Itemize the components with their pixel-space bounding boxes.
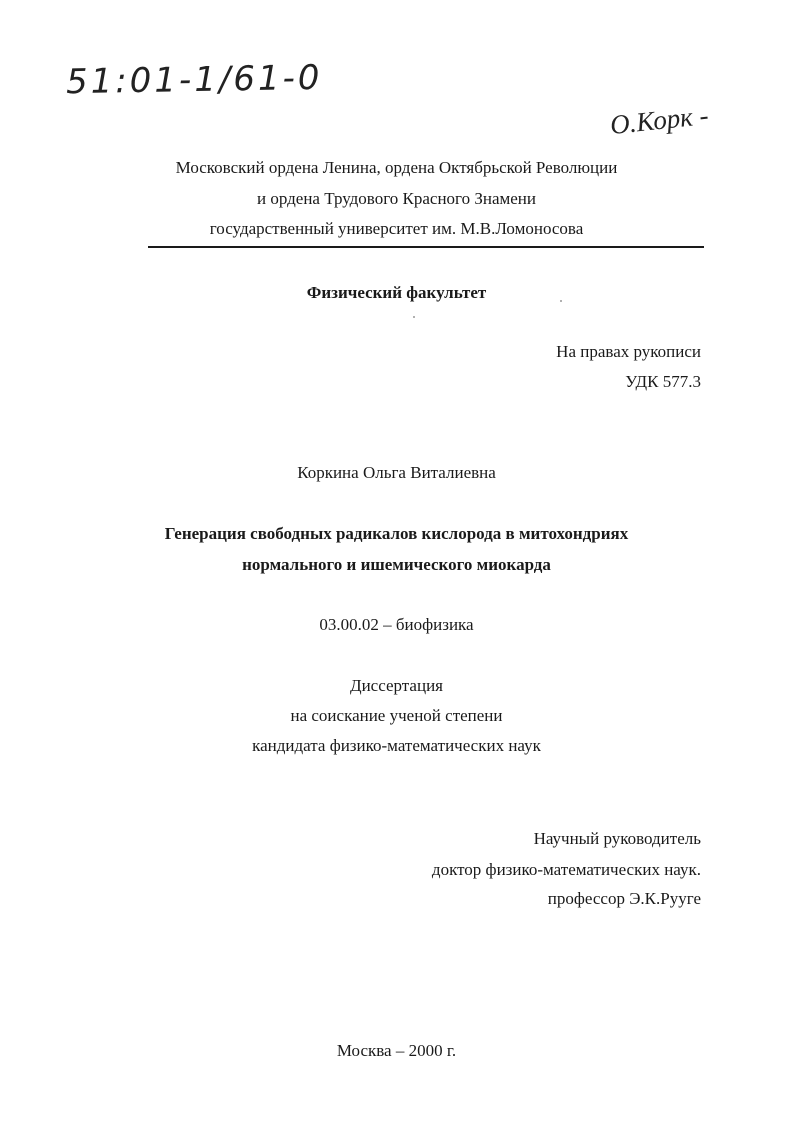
dissertation-title-line-2: нормального и ишемического миокарда <box>242 555 551 574</box>
document-type: Диссертация <box>349 676 443 695</box>
handwritten-archive-code: 51:01-1/61-0 <box>65 57 323 103</box>
udc-code: УДК 577.3 <box>625 372 701 391</box>
handwritten-signature: О.Корк - <box>608 99 710 141</box>
scan-speck <box>560 300 562 302</box>
city-year: Москва – 2000 г. <box>336 1041 457 1060</box>
scan-speck <box>413 316 415 318</box>
specialty-code: 03.00.02 – биофизика <box>319 615 474 634</box>
dissertation-title-line-1: Генерация свободных радикалов кислорода в митохондриях <box>164 524 629 543</box>
manuscript-rights: На правах рукописи <box>556 342 701 361</box>
university-name-line-3: государственный университет им. М.В.Ломоносова <box>209 219 584 238</box>
advisor-label: Научный руководитель <box>533 829 701 848</box>
advisor-name: профессор Э.К.Рууге <box>547 889 701 908</box>
degree-purpose: на соискание ученой степени <box>290 706 503 725</box>
degree-name: кандидата физико-математических наук <box>252 736 541 755</box>
university-name-line-1: Московский ордена Ленина, ордена Октябрьской Революции <box>175 158 618 177</box>
author-name: Коркина Ольга Виталиевна <box>297 463 496 482</box>
header-divider <box>148 246 704 248</box>
faculty-name: Физический факультет <box>306 283 487 302</box>
university-name-line-2: и ордена Трудового Красного Знамени <box>257 189 536 208</box>
advisor-degree: доктор физико-математических наук. <box>431 860 701 879</box>
